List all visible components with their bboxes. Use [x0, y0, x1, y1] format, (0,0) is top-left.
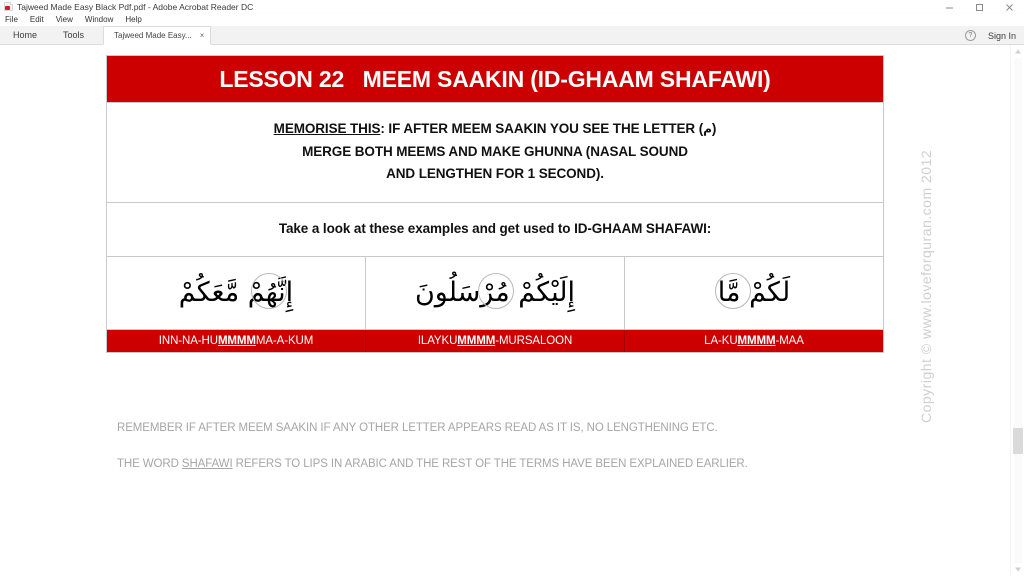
maximize-icon[interactable] [964, 0, 994, 14]
help-icon[interactable]: ? [965, 30, 976, 41]
example-cell-3 [625, 257, 883, 329]
window-title: Tajweed Made Easy Black Pdf.pdf - Adobe Acrobat Reader DC [17, 1, 254, 12]
example-cell-1 [107, 257, 366, 329]
pdf-viewer [0, 45, 1024, 576]
menu-item-edit[interactable]: Edit [29, 15, 44, 24]
pdf-page [0, 45, 956, 576]
take-a-look-block [107, 203, 883, 257]
translit-1-bold: MMMM [217, 335, 256, 348]
translit-2-prefix: ILAYKU [417, 335, 458, 348]
scrollbar-track[interactable] [1014, 58, 1022, 563]
tab-document-label: Tajweed Made Easy... [114, 31, 192, 40]
tab-document[interactable] [103, 26, 211, 45]
example-cell-2 [366, 257, 625, 329]
lesson-table [106, 55, 884, 353]
memorise-line-3: AND LENGTHEN FOR 1 SECOND). [386, 166, 604, 182]
paragraph-shafawi-term: SHAFAWI [181, 458, 233, 470]
close-icon[interactable] [994, 0, 1024, 14]
sign-in-button[interactable]: Sign In [987, 30, 1016, 41]
paragraph-remember: REMEMBER IF AFTER MEEM SAAKIN IF ANY OTHER LETTER APPEARS READ AS IT IS, NO LENGTHENING ETC. [117, 422, 718, 434]
copyright-text: Copyright © www.loveforquran.com 2012 [918, 149, 934, 423]
menu-item-window[interactable]: Window [84, 15, 114, 24]
lesson-banner [107, 56, 883, 103]
menu-item-view[interactable]: View [55, 15, 73, 24]
memorise-block [107, 103, 883, 203]
translit-1-suffix: MA-A-KUM [255, 335, 314, 348]
transliteration-cell-3 [625, 330, 883, 352]
translit-1-prefix: INN-NA-HU [158, 335, 218, 348]
memorise-line-2: MERGE BOTH MEEMS AND MAKE GHUNNA (NASAL SOUND [302, 143, 688, 159]
arabic-example-3: لَكُمْ مَّا [717, 276, 791, 308]
menu-bar [0, 14, 1024, 26]
translit-3-suffix: -MAA [775, 335, 804, 348]
menu-item-file[interactable]: File [5, 15, 18, 24]
vertical-scrollbar[interactable] [1010, 45, 1024, 576]
tab-strip [0, 26, 1024, 45]
tab-close-icon[interactable]: × [199, 30, 205, 40]
transliteration-cell-2 [366, 330, 625, 352]
translit-2-bold: MMMM [457, 335, 496, 348]
translit-2-suffix: -MURSALOON [495, 335, 573, 348]
examples-row [107, 257, 883, 330]
take-a-look-text: Take a look at these examples and get used to ID-GHAAM SHAFAWI: [278, 221, 712, 237]
memorise-line-1 [127, 118, 863, 141]
translit-3-bold: MMMM [737, 335, 776, 348]
arabic-example-1: إِنَّهُمْ مَّعَكُمْ [178, 276, 294, 308]
tab-strip-right-group [965, 26, 1016, 45]
transliteration-cell-1 [107, 330, 366, 352]
window-title-bar [0, 0, 1024, 14]
page-right-margin [956, 45, 1010, 576]
paragraph-shafawi-after: REFERS TO LIPS IN ARABIC AND THE REST OF THE TERMS HAVE BEEN EXPLAINED EARLIER. [232, 458, 748, 470]
translit-3-prefix: LA-KU [704, 335, 738, 348]
pdf-document-icon [4, 2, 13, 11]
lesson-title: LESSON 22 MEEM SAAKIN (ID-GHAAM SHAFAWI) [219, 65, 771, 92]
memorise-label: MEMORISE THIS [273, 121, 381, 136]
memorise-line-1-end: ) [711, 121, 717, 136]
menu-item-help[interactable]: Help [125, 15, 142, 24]
paragraph-shafawi [117, 455, 847, 475]
transliteration-row [107, 330, 883, 352]
scroll-up-arrow-icon[interactable] [1011, 45, 1024, 58]
arabic-example-2: إِلَيْكُمْ مُرْسَلُونَ [414, 276, 576, 308]
scrollbar-thumb[interactable] [1013, 428, 1023, 454]
tab-tools[interactable]: Tools [63, 30, 85, 40]
memorise-line-1-text: : IF AFTER MEEM SAAKIN YOU SEE THE LETTER ( [380, 121, 704, 136]
paragraph-shafawi-before: THE WORD [117, 458, 182, 470]
scroll-down-arrow-icon[interactable] [1011, 563, 1024, 576]
tab-home[interactable]: Home [13, 30, 38, 40]
minimize-icon[interactable] [934, 0, 964, 14]
arabic-letter-meem: م [703, 122, 712, 136]
copyright-watermark [896, 93, 934, 423]
window-controls [934, 0, 1024, 14]
